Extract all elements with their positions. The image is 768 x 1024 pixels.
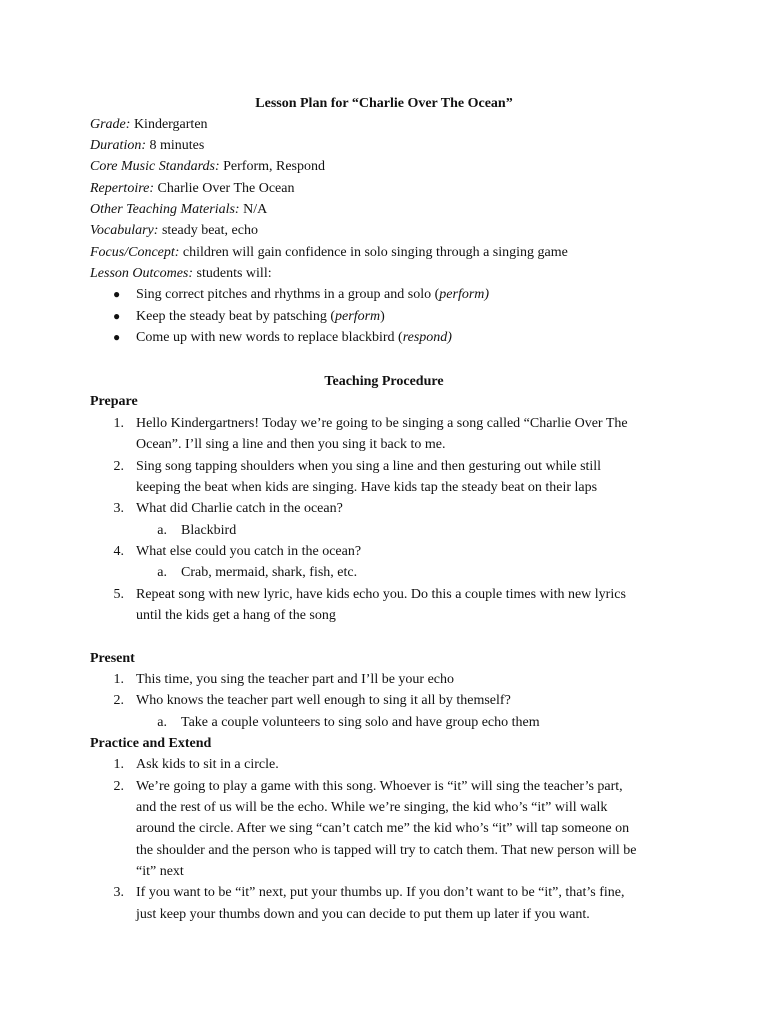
item-line: “it” next [136, 864, 184, 879]
sub-item-letter: a. [157, 565, 167, 580]
section-heading-practice: Practice and Extend [90, 736, 212, 751]
meta-value: Charlie Over The Ocean [157, 181, 295, 196]
item-line: We’re going to play a game with this song. Whoever is “it” will sing the teacher’s part, [136, 779, 623, 794]
sub-item-letter: a. [157, 523, 167, 538]
meta-duration [90, 135, 204, 157]
sub-item-text: Crab, mermaid, shark, fish, etc. [181, 565, 358, 580]
outcome-text: Keep the steady beat by patsching ( [136, 309, 336, 324]
meta-outcomes [90, 263, 272, 285]
meta-grade [90, 114, 208, 136]
meta-value: Perform, Respond [223, 159, 326, 174]
sub-item-letter: a. [157, 715, 167, 730]
section-heading-present: Present [90, 651, 135, 666]
item-line: What else could you catch in the ocean? [136, 544, 362, 559]
bullet-icon: ● [113, 330, 121, 344]
outcome-emphasis: respond) [402, 330, 452, 345]
outcome-tail: ) [380, 309, 385, 324]
item-number: 3. [113, 885, 124, 900]
item-number: 2. [113, 779, 124, 794]
meta-label: Focus/Concept: [90, 245, 180, 260]
item-number: 4. [113, 544, 124, 559]
item-number: 2. [113, 459, 124, 474]
outcome-item [136, 306, 385, 328]
item-line: the shoulder and the person who is tapped will try to catch them. That new person will be [136, 843, 637, 858]
meta-value: students will: [196, 266, 272, 281]
procedure-title: Teaching Procedure [324, 374, 444, 389]
meta-vocabulary [90, 220, 258, 242]
outcome-emphasis: perform) [439, 287, 490, 302]
meta-label: Duration: [90, 138, 146, 153]
item-line: This time, you sing the teacher part and I’ll be your echo [136, 672, 455, 687]
item-number: 2. [113, 693, 124, 708]
item-line: Repeat song with new lyric, have kids echo you. Do this a couple times with new lyrics [136, 587, 626, 602]
meta-repertoire [90, 178, 294, 200]
meta-value: children will gain confidence in solo singing through a singing game [182, 245, 568, 260]
item-line: around the circle. After we sing “can’t catch me” the kid who’s “it” will tap someone on [136, 821, 630, 836]
sub-item-text: Take a couple volunteers to sing solo and have group echo them [181, 715, 540, 730]
item-number: 1. [113, 757, 124, 772]
outcome-text: Sing correct pitches and rhythms in a group and solo ( [136, 287, 440, 302]
bullet-icon: ● [113, 287, 121, 301]
item-line: until the kids get a hang of the song [136, 608, 336, 623]
sub-item-text: Blackbird [181, 523, 237, 538]
item-line: just keep your thumbs down and you can decide to put them up later if you want. [136, 907, 590, 922]
outcome-emphasis: perform [335, 309, 381, 324]
meta-value: N/A [243, 202, 268, 217]
item-number: 1. [113, 416, 124, 431]
meta-value: steady beat, echo [161, 223, 258, 238]
item-line: If you want to be “it” next, put your thumbs up. If you don’t want to be “it”, that’s fine, [136, 885, 625, 900]
item-line: Ocean”. I’ll sing a line and then you sing it back to me. [136, 437, 446, 452]
meta-label: Vocabulary: [90, 223, 159, 238]
bullet-icon: ● [113, 309, 121, 323]
item-line: keeping the beat when kids are singing. Have kids tap the steady beat on their laps [136, 480, 598, 495]
item-number: 3. [113, 501, 124, 516]
meta-focus [90, 242, 568, 264]
meta-label: Core Music Standards: [90, 159, 220, 174]
item-line: Sing song tapping shoulders when you sing a line and then gesturing out while still [136, 459, 602, 474]
meta-label: Lesson Outcomes: [90, 266, 194, 281]
meta-label: Repertoire: [90, 181, 155, 196]
meta-value: Kindergarten [133, 117, 208, 132]
outcome-item [136, 327, 452, 349]
meta-label: Grade: [90, 117, 131, 132]
item-line: Ask kids to sit in a circle. [136, 757, 279, 772]
item-line: What did Charlie catch in the ocean? [136, 501, 343, 516]
item-line: Who knows the teacher part well enough to sing it all by themself? [136, 693, 511, 708]
item-line: and the rest of us will be the echo. While we’re singing, the kid who’s “it” will walk [136, 800, 608, 815]
item-line: Hello Kindergartners! Today we’re going to be singing a song called “Charlie Over The [136, 416, 628, 431]
meta-value: 8 minutes [149, 138, 205, 153]
item-number: 5. [113, 587, 124, 602]
section-heading-prepare: Prepare [90, 394, 138, 409]
outcome-item [136, 284, 489, 306]
meta-materials [90, 199, 267, 221]
item-number: 1. [113, 672, 124, 687]
outcome-text: Come up with new words to replace blackbird ( [136, 330, 403, 345]
meta-label: Other Teaching Materials: [90, 202, 240, 217]
meta-standards [90, 156, 325, 178]
page-title: Lesson Plan for “Charlie Over The Ocean” [255, 96, 513, 111]
